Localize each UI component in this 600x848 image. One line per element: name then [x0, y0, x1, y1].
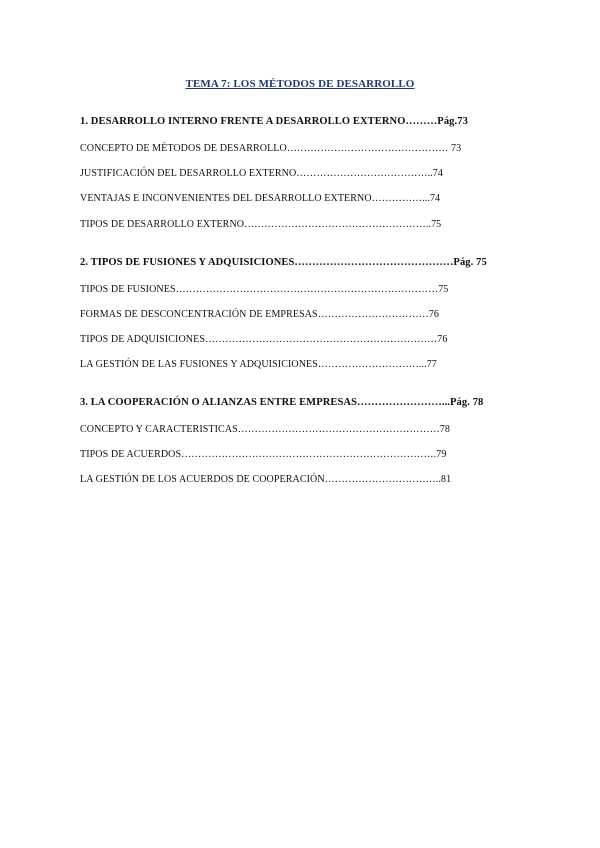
section-1-heading: 1. DESARROLLO INTERNO FRENTE A DESARROLLO EXTERNO………Pág.73	[80, 116, 468, 127]
section-3-heading: 3. LA COOPERACIÓN O ALIANZAS ENTRE EMPRESAS……………………...Pág. 78	[80, 397, 484, 408]
document-title: TEMA 7: LOS MÉTODOS DE DESARROLLO	[185, 78, 415, 90]
section-2-heading: 2. TIPOS DE FUSIONES Y ADQUISICIONES………………………………………Pág. 75	[80, 257, 487, 268]
toc-entry: LA GESTIÓN DE LAS FUSIONES Y ADQUISICIONES…………………………...77	[80, 359, 437, 370]
toc-entry: TIPOS DE DESARROLLO EXTERNO………………………………………………..75	[80, 219, 442, 230]
toc-entry: CONCEPTO Y CARACTERISTICAS……………………………………………………78	[80, 424, 451, 435]
toc-entry: VENTAJAS E INCONVENIENTES DEL DESARROLLO EXTERNO……………...74	[80, 193, 441, 204]
toc-entry: JUSTIFICACIÓN DEL DESARROLLO EXTERNO…………………………………..74	[80, 168, 443, 179]
toc-entry: LA GESTIÓN DE LOS ACUERDOS DE COOPERACIÓN……………………………..81	[80, 474, 452, 485]
toc-entry: TIPOS DE FUSIONES……………………………………………………………………75	[80, 284, 449, 295]
toc-entry: TIPOS DE ACUERDOS………………………………………………………………….79	[80, 449, 447, 460]
toc-entry: CONCEPTO DE MÉTODOS DE DESARROLLO………………………………………… 73	[80, 143, 462, 154]
toc-entry: FORMAS DE DESCONCENTRACIÓN DE EMPRESAS……………………………76	[80, 309, 440, 320]
toc-entry: TIPOS DE ADQUISICIONES……………………………………………………………76	[80, 334, 448, 345]
